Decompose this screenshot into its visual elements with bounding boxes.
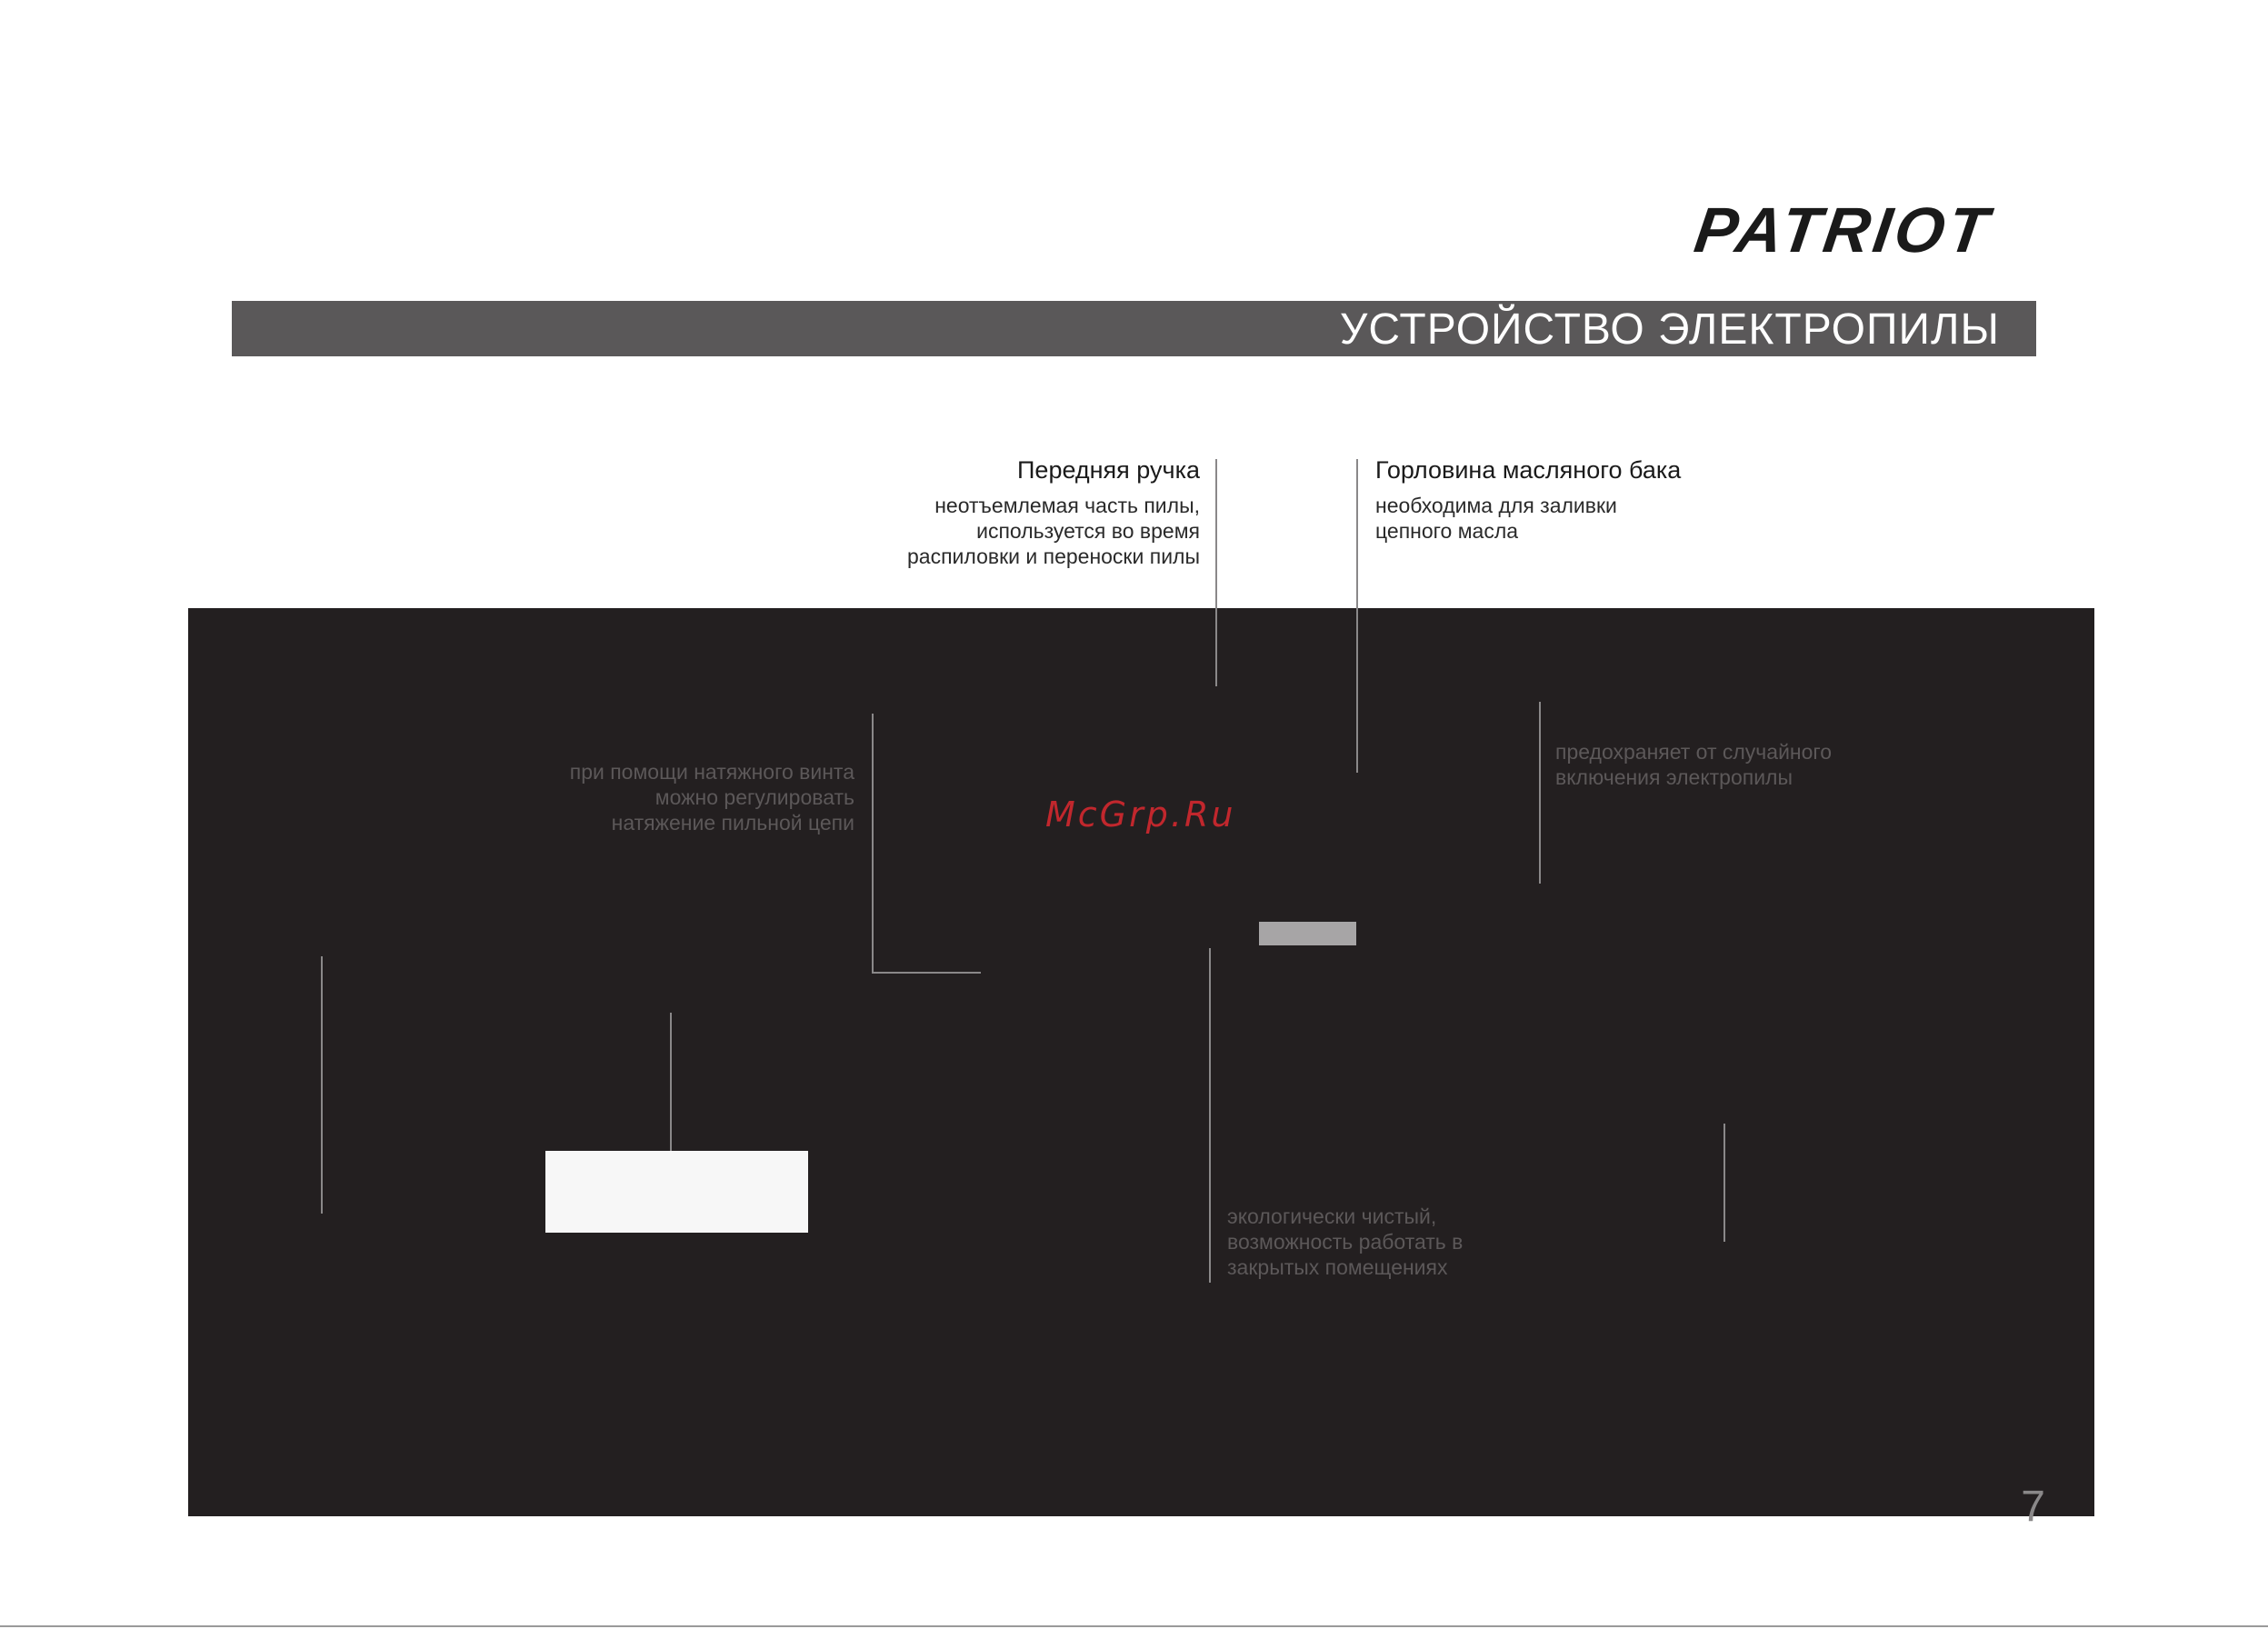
leader-line-eco (1209, 948, 1211, 1283)
callout-front-handle-title: Передняя ручка (1017, 456, 1200, 484)
watermark: McGrp.Ru (1045, 795, 1236, 834)
leader-line-tension-horizontal (872, 972, 981, 974)
callout-tension-line-1: при помощи натяжного винта (569, 760, 854, 784)
callout-front-handle-line-1: неотъемлемая часть пилы, (934, 494, 1200, 517)
patriot-logo: PATRIOT (1690, 195, 1996, 265)
callout-front-handle-line-3: распиловки и переноски пилы (907, 545, 1200, 568)
callout-safety (1555, 739, 1955, 790)
leader-line-oil-neck (1356, 459, 1358, 773)
white-label-box (545, 1151, 808, 1233)
callout-safety-line-2: включения электропилы (1555, 765, 1793, 789)
page-number: 7 (2021, 1483, 2045, 1531)
callout-tension-line-2: можно регулировать (654, 785, 854, 809)
leader-line-front-handle (1215, 459, 1217, 686)
callout-safety-line-1: предохраняет от случайного (1555, 740, 1833, 764)
section-title-bar (232, 301, 2036, 356)
leader-line-left (321, 956, 323, 1214)
grey-label-block (1259, 922, 1356, 945)
callout-front-handle-line-2: используется во время (976, 519, 1200, 543)
section-title: УСТРОЙСТВО ЭЛЕКТРОПИЛЫ (1339, 305, 2000, 354)
callout-front-handle (818, 455, 1200, 569)
leader-line-safety (1539, 702, 1541, 884)
callout-eco-line-2: возможность работать в (1227, 1230, 1464, 1254)
callout-eco-line-3: закрытых помещениях (1227, 1255, 1448, 1279)
leader-line-label-box (670, 1013, 672, 1151)
leader-line-tension (872, 714, 874, 973)
callout-oil-neck-line-2: цепного масла (1375, 519, 1519, 543)
callout-oil-neck (1375, 455, 1757, 544)
leader-line-right (1723, 1124, 1725, 1242)
callout-oil-neck-line-1: необходима для заливки (1375, 494, 1617, 517)
callout-eco (1227, 1204, 1627, 1280)
bottom-rule (0, 1625, 2268, 1627)
callout-oil-neck-title: Горловина масляного бака (1375, 456, 1682, 484)
callout-tension-line-3: натяжение пильной цепи (611, 811, 854, 834)
callout-tension (455, 759, 854, 835)
callout-eco-line-1: экологически чистый, (1227, 1204, 1437, 1228)
